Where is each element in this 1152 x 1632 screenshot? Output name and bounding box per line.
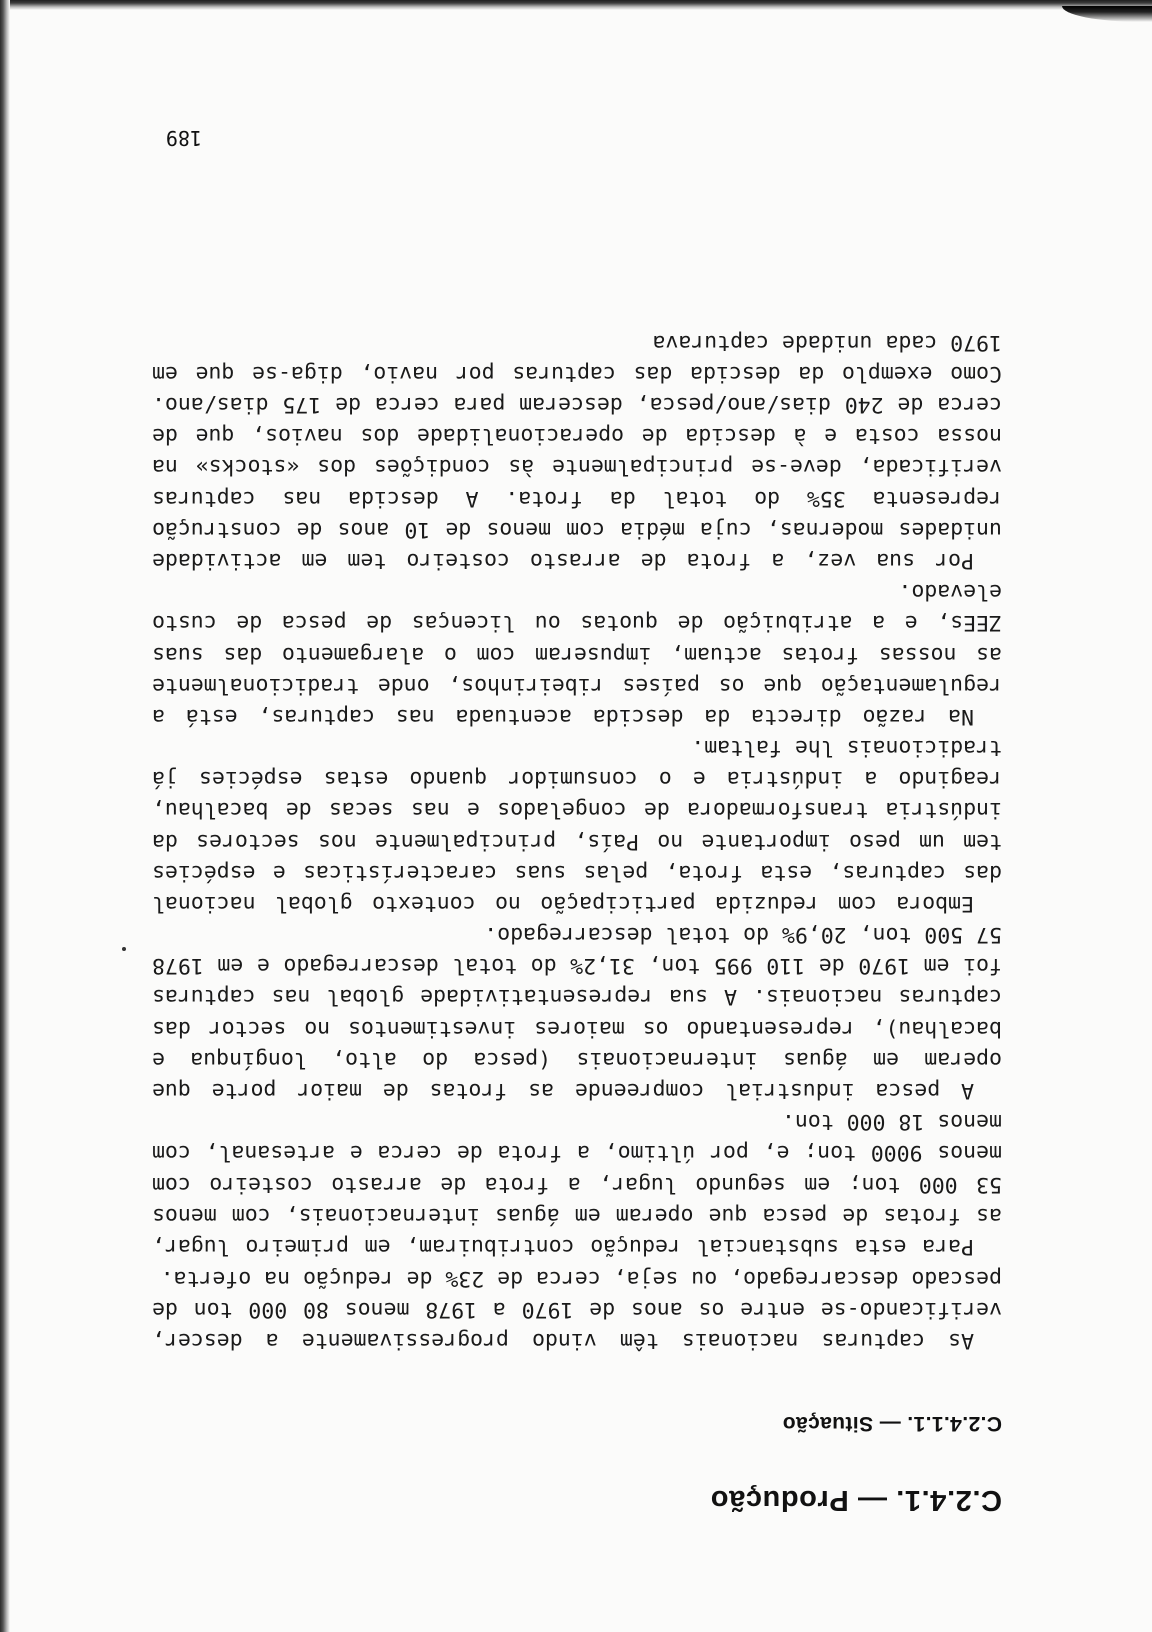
paragraph-6: Por sua vez, a frota de arrasto costeiro tem em actividade unidades modernas, cuja média com menos de 10 anos de construção representa 35% do total da frota. A descida nas capturas verificada, deve-se principalmente às condições dos «stocks» na nossa costa e à descida de operacionalidade dos navios, que de cerca de 240 dias/ano/pesca, desceram para cerca de 175 dias/ano. Como exemplo da descida das capturas por navio, diga-se que em 1970 cada unidade capturava [152,329,1002,573]
paragraph-4: Embora com reduzida participação no contexto global nacional das capturas, esta frota, pelas suas características e espécies tem um peso importante no País, principalmente nos sectores da indústria transformadora de congelados e nas secas de bacalhau, reagindo a indústria e o consumidor quando estas espécies já tradicionais lhe faltam. [152,734,1002,916]
page-number: 189 [165,126,202,150]
subsection-heading: C.2.4.1.1. — Situação [782,1412,1002,1435]
paragraph-2: Para esta substancial redução contribuiram, em primeiro lugar, as frotas de pesca que operam em águas internacionais, com menos 53 000 ton; em segundo lugar, a frota de arrasto costeiro com menos 9000 ton; e, por último, a frota de cerca e artesanal, com menos 18 000 ton. [152,1109,1002,1259]
paragraph-3: A pesca industrial compreende as frotas de maior porte que operam em águas internacionais (pesca do alto, longínqua e bacalhau), representando os maiores investimentos no sector das capturas nacionais. A sua representatividade global nas capturas foi em 1970 de 110 995 ton, 31,2% do total descarregado e em 1978 57 500 ton, 20,9% do total descarregado. [152,921,1002,1103]
section-heading: C.2.4.1. — Produção [710,1484,1002,1516]
paragraph-5: Na razão directa da descida acentuada nas capturas, está a regulamentação que os países ribeirinhos, onde tradicionalmente as nossas frotas actuam, impuseram com o alargamento das suas ZEEs, e a atribuição de quotas ou licenças de pesca de custo elevado. [152,579,1002,729]
paragraph-1: As capturas nacionais têm vindo progressivamente a descer, verificando-se entre os anos de 1970 a 1978 menos 80 000 ton de pescado descarregado, ou seja, cerca de 23% de redução na oferta. [152,1265,1002,1353]
